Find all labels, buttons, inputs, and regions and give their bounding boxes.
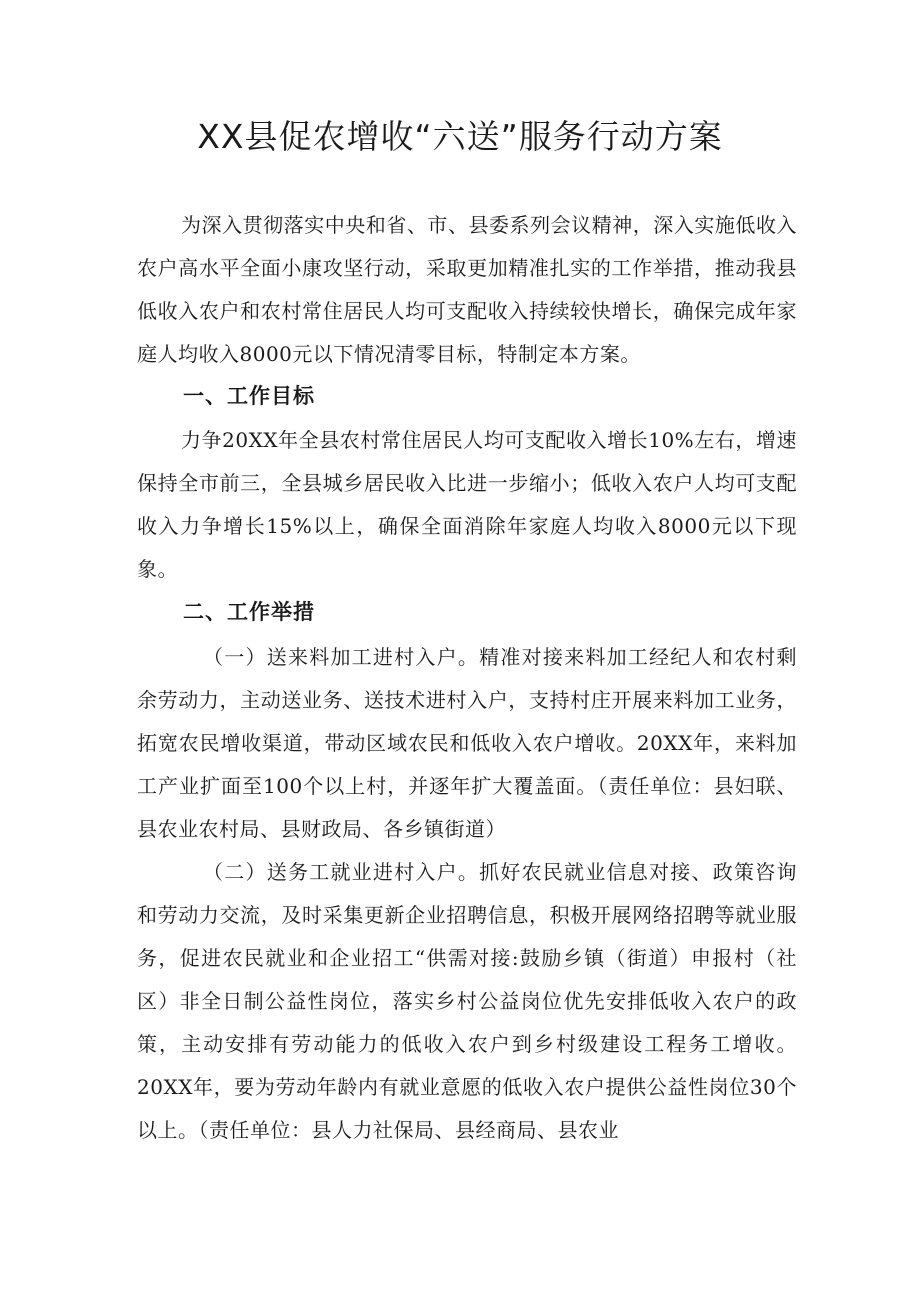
section-heading-measures: 二、工作举措: [183, 600, 315, 624]
measure-item-1: （一）送来料加工进村入户。精准对接来料加工经纪人和农村剩余劳动力，主动送业务、送技术进村入户，支持村庄开展来料加工业务，拓宽农民增收渠道，带动区域农民和低收入农户增收。20XX年，来料加工产业扩面至100个以上村，并逐年扩大覆盖面。（责任单位：县妇联、县农业农村局、县财政局、各乡镇街道）: [137, 645, 797, 841]
document-title: XX县促农增收“六送”服务行动方案: [197, 117, 723, 156]
measure-item-2: （二）送务工就业进村入户。抓好农民就业信息对接、政策咨询和劳动力交流，及时采集更新企业招聘信息，积极开展网络招聘等就业服务，促进农民就业和企业招工“供需对接:鼓励乡镇（街道）申报村（社区）非全日制公益性岗位，落实乡村公益岗位优先安排低收入农户的政策，主动安排有劳动能力的低收入农户到乡村级建设工程务工增收。20XX年，要为劳动年龄内有就业意愿的低收入农户提供公益性岗位30个以上。（责任单位：县人力社保局、县经商局、县农业: [137, 860, 797, 1142]
intro-paragraph: 为深入贯彻落实中央和省、市、县委系列会议精神，深入实施低收入农户高水平全面小康攻坚行动，采取更加精准扎实的工作举措，推动我县低收入农户和农村常住居民人均可支配收入持续较快增长，确保完成年家庭人均收入8000元以下情况清零目标，特制定本方案。: [137, 213, 797, 366]
section-heading-goals: 一、工作目标: [183, 384, 315, 408]
goals-paragraph: 力争20XX年全县农村常住居民人均可支配收入增长10%左右，增速保持全市前三，全县城乡居民收入比进一步缩小；低收入农户人均可支配收入力争增长15%以上，确保全面消除年家庭人均收入8000元以下现象。: [137, 428, 797, 581]
